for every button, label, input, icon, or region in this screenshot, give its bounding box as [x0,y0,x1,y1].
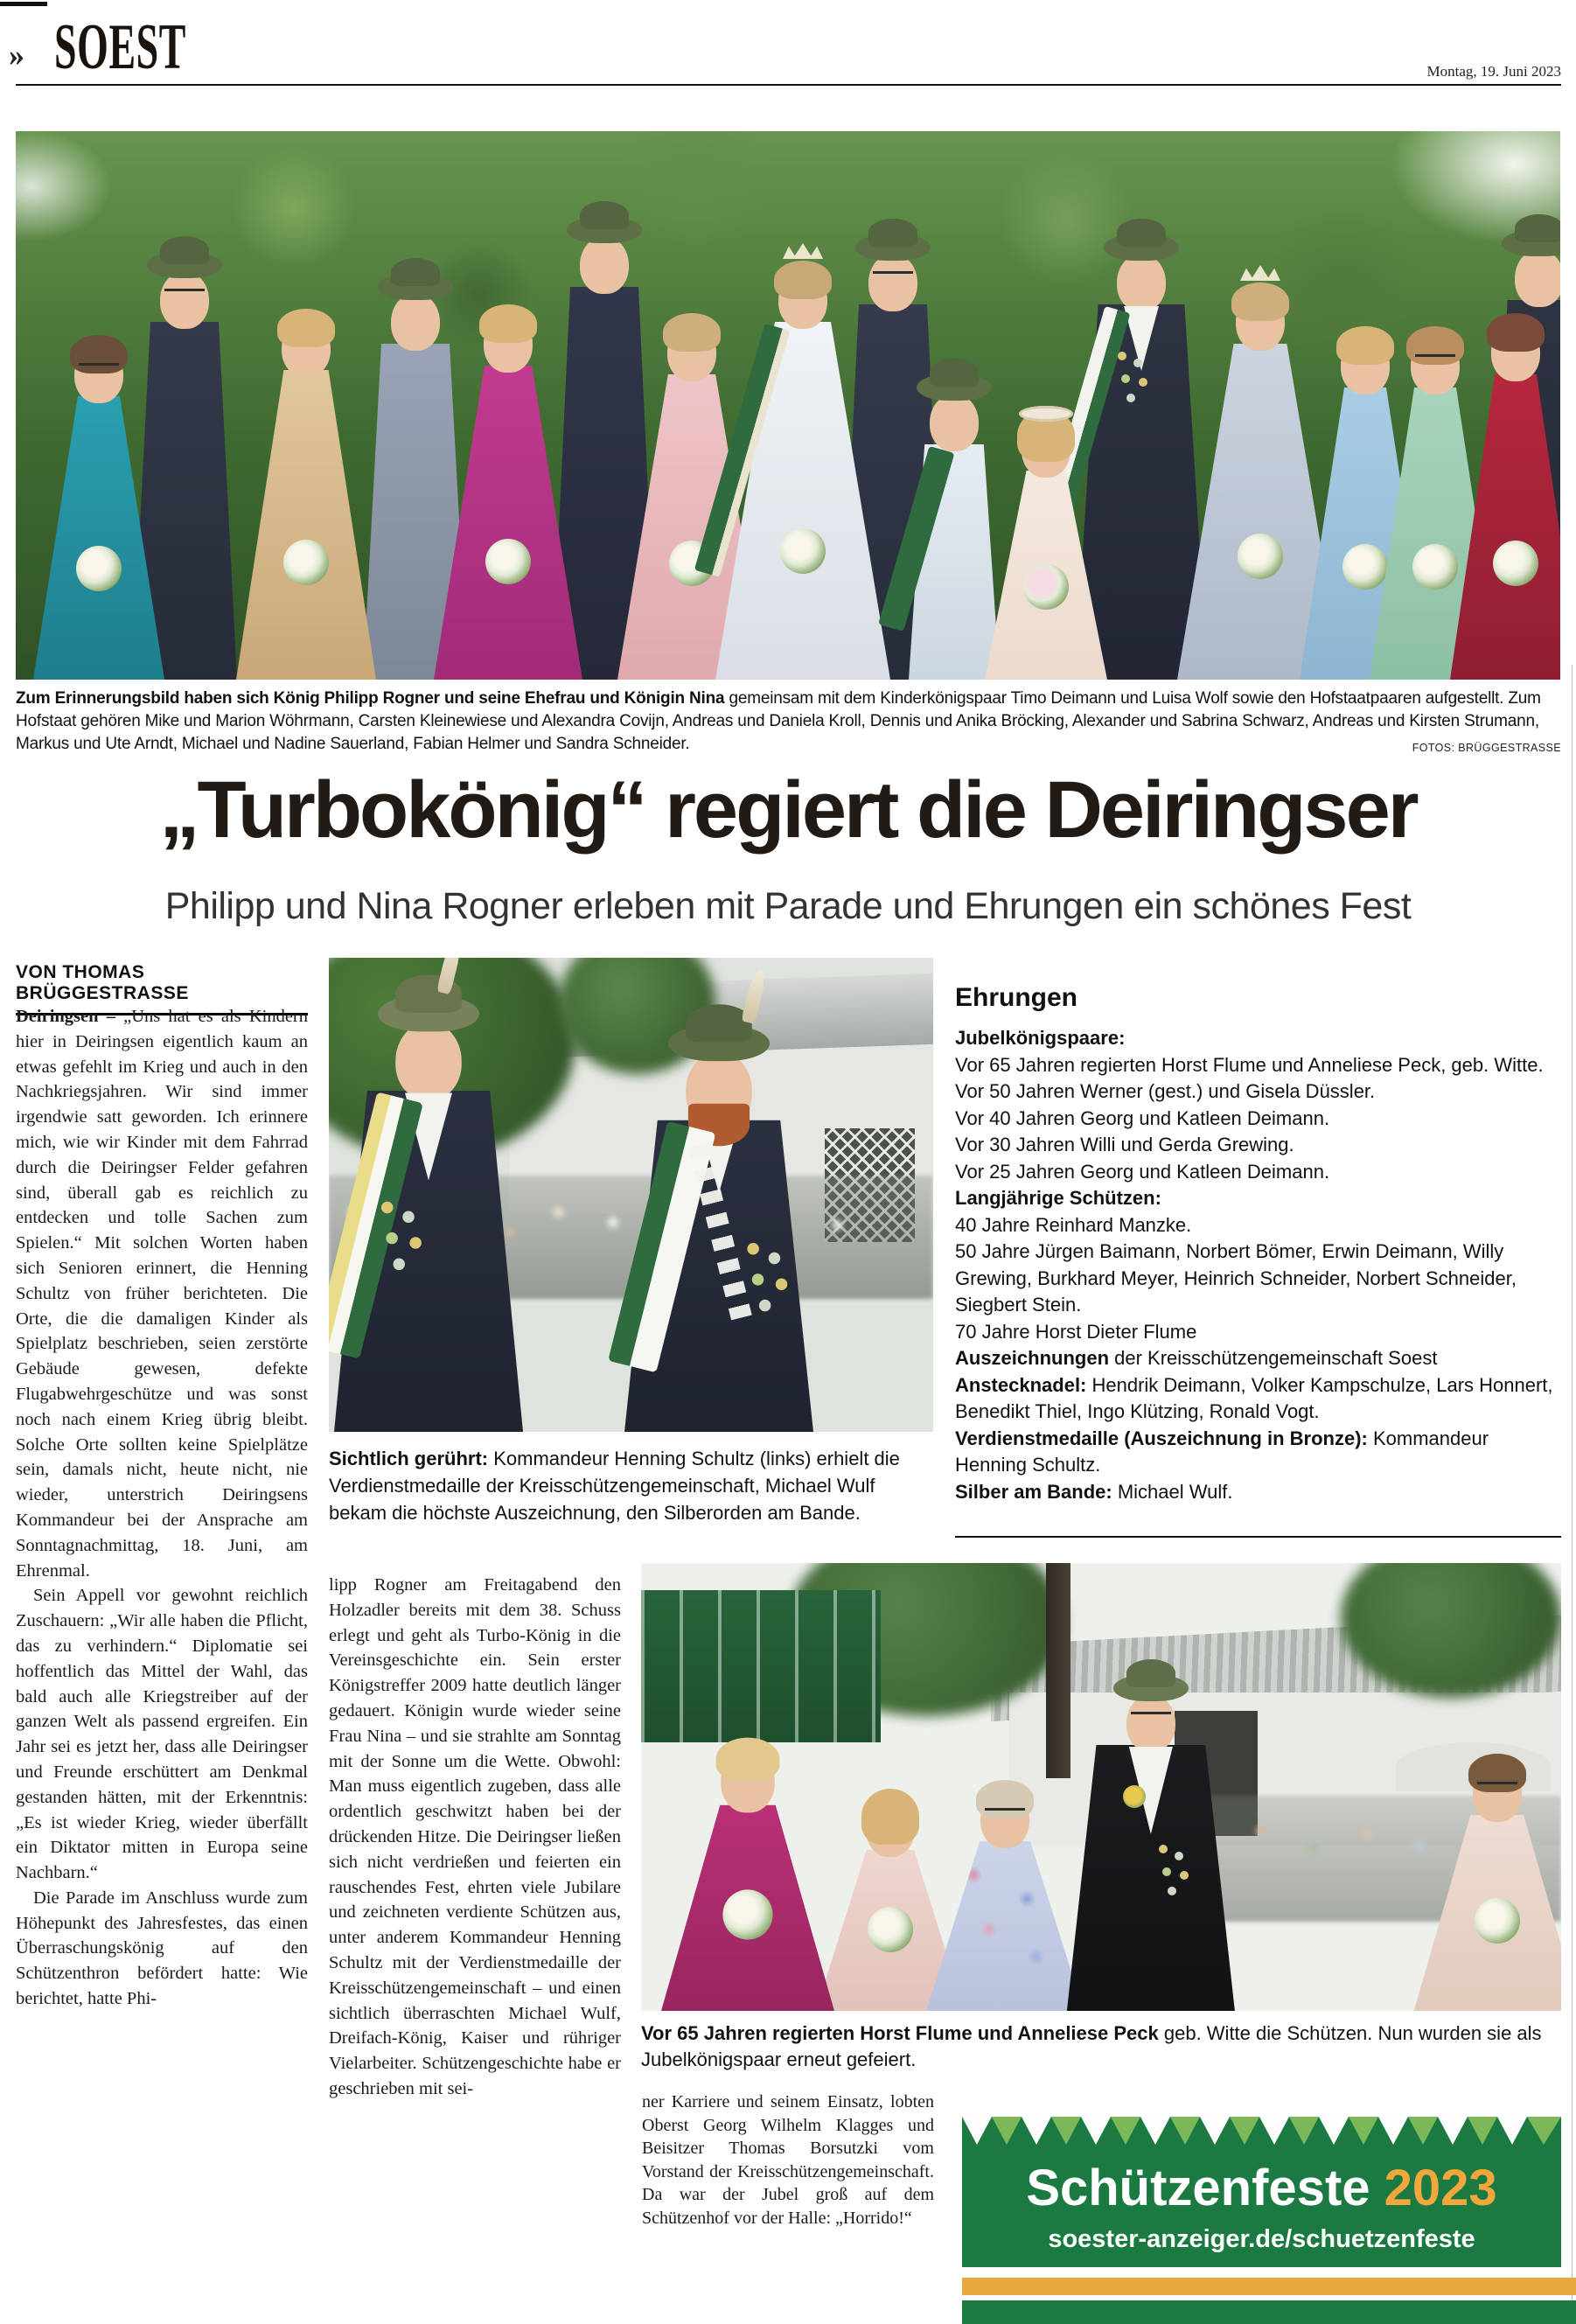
article-subheadline: Philipp und Nina Rogner erleben mit Parade und Ehrungen ein schönes Fest [164,885,1412,927]
section-divider [955,1536,1561,1538]
caption-bold-lead: Vor 65 Jahren regierten Horst Flume und Anneliese Peck [641,2022,1159,2044]
caption-text: Kommandeur Henning Schultz (links) erhielt die Verdienstmedaille der Kreisschützengemeinschaft, Michael Wulf bekam die höchste Auszeichnung, den Silberorden am Bande. [329,1448,900,1524]
dateline: Deiringsen – [16,1007,124,1026]
article-headline: „Turbokönig“ regiert die Deiringser [159,765,1417,855]
person-figure [236,286,376,680]
ehrungen-entry: 40 Jahre Reinhard Manzke. [955,1213,1192,1236]
pennant-garland-icon [962,2117,1561,2146]
ehrungen-entry: Vor 65 Jahren regierten Horst Flume und Anneliese Peck, geb. Witte. [955,1053,1544,1076]
ehrungen-entry: Verdienstmedaille (Auszeichnung in Bronze): Kommandeur Henning Schultz. [955,1427,1489,1476]
person-figure [715,238,890,680]
ehrungen-entry: Anstecknadel: Hendrik Deimann, Volker Kampschulze, Lars Honnert, Benedikt Thiel, Ingo Klützing, Ronald Vogt. [955,1373,1553,1422]
lead-group-photo [16,131,1560,680]
corner-bar [0,2,47,6]
person-figure [434,282,582,680]
jubilee-photo [641,1563,1561,2011]
ehrungen-entry: Silber am Bande: Michael Wulf. [955,1480,1233,1503]
person-figure [33,312,164,680]
header-divider [16,84,1561,86]
commanders-photo [329,958,933,1432]
schuetzenfeste-ad-banner[interactable] [962,2117,1561,2267]
person-figure [329,977,547,1432]
jubilee-photo-caption [641,2020,1561,2073]
lead-photo-caption [16,687,1561,756]
person-figure [1450,290,1560,680]
ehrungen-entry: Vor 30 Jahren Willi und Gerda Grewing. [955,1134,1294,1155]
ehrungen-entry: 70 Jahre Horst Dieter Flume [955,1320,1197,1343]
page-edge-line [1572,665,1573,2324]
ehrungen-entry: Vor 40 Jahren Georg und Katleen Deimann. [955,1106,1330,1129]
person-figure [1046,1661,1256,2011]
section-title: SOEST [54,11,187,83]
person-figure [1414,1731,1561,2011]
caption-bold-lead: Sichtlich gerührt: [329,1448,489,1469]
ehrungen-entry: Auszeichnungen der Kreisschützengemeinschaft Soest [955,1347,1438,1369]
gold-stripe [962,2278,1576,2295]
paragraph-text: Sein Appell vor gewohnt reichlich Zuschauern: „Wir alle haben die Pflicht, das zu verhindern.“ Diplomatie sei hoffentlich das Mittel der Wahl, das bald auch alle Kriegstreiber auf der ganzen Welt als passend ergreifen. Ein Jahr sei es jetzt her, dass alle Deiringser und Freunde erschüttert am Denkmal gestanden hätten, mit der Erkenntnis: „Es ist wieder Krieg, wieder überfällt ein Diktator mitten in Europa seine Nachbarn.“ [16,1586,308,1883]
article-column-1 [16,1004,308,2324]
photo-credit: FOTOS: BRÜGGESTRASSE [1412,742,1561,754]
page-date: Montag, 19. Juni 2023 [1426,63,1561,80]
paragraph-text: ner Karriere und seinem Einsatz, lobten Oberst Georg Wilhelm Klagges und Beisitzer Thomas Borsutzki vom Vorstand der Kreisschützengemeinschaft. Da war der Jubel groß auf dem Schützenhof vor der Halle: „Horrido!“ [642,2092,934,2228]
ehrungen-box [955,983,1561,1505]
section-marker-icon: » [9,38,24,73]
ehrungen-entry: Jubelkönigspaare: [955,1027,1126,1049]
commanders-photo-caption [329,1445,933,1526]
caption-bold-lead: Zum Erinnerungsbild haben sich König Philipp Rogner und seine Ehefrau und Königin Nina [16,689,725,708]
ehrungen-entry: 50 Jahre Jürgen Baimann, Norbert Bömer, Erwin Deimann, Willy Grewing, Burkhard Meyer, Heinrich Schneider, Norbert Schneider, Siegbert Stein. [955,1240,1517,1316]
paragraph-text: „Uns hat es als Kindern hier in Deiringsen eigentlich kaum an etwas gefehlt im Krieg und auch in den Nachkriegsjahren. Wir sind immer irgendwie satt geworden. Ich erinnere mich, wie wir Kinder mit dem Fahrrad durch die Deiringser Felder gefahren sind, überall gab es reichlich zu entdecken und tolle Sachen zum Spielen.“ Mit solchen Worten haben sich Senioren erinnert, die Henning Schultz von früher berichteten. Die Orte, die die damaligen Kinder als Spielplatz beschrieben, seien zerstörte Gebäude gewesen, defekte Flugabwehrgeschütze und was sonst noch nach einem Krieg übrig bleibt. Solche Orte sollten keine Spielplätze sein, damals nicht, heute nicht, nie wieder, unterstrich Deiringsens Kommandeur bei der Ansprache am Sonntagnachmittag, 18. Juni, am Ehrenmal. [16,1007,308,1581]
paragraph-text: Die Parade im Anschluss wurde zum Höhepunkt des Jahresfestes, das einen Überraschungskönig auf den Schützenthron befördert hatte: Wie berichtet, hatte Phi- [16,1888,308,2009]
ehrungen-title: Ehrungen [955,983,1077,1012]
banner-title: Schützenfeste 2023 [1026,2160,1497,2216]
article-byline: VON THOMAS BRÜGGESTRASSE [16,962,308,1015]
caption-text: gemeinsam mit dem Kinderkönigspaar Timo Deimann und Luisa Wolf sowie den Hofstaatpaaren aufgestellt. Zum Hofstaat gehören Mike und Marion Wöhrmann, Carsten Kleinewiese und Alexandra Covijn, Andreas und Daniela Kroll, Dennis und Anika Bröcking, Alexander und Sabrina Schwarz, Andreas und Kirsten Strumann, Markus und Ute Arndt, Michael und Nadine Sauerland, Fabian Helmer und Sandra Schneider. [16,689,1541,753]
article-column-3 [642,2090,934,2324]
banner-url[interactable]: soester-anzeiger.de/schuetzenfeste [1048,2225,1475,2253]
ehrungen-entry: Langjährige Schützen: [955,1187,1161,1209]
person-figure [985,387,1107,680]
caption-text: geb. Witte die Schützen. Nun wurden sie als Jubelkönigspaar erneut gefeiert. [641,2022,1542,2070]
paragraph-text: lipp Rogner am Freitagabend den Holzadler bereits mit dem 38. Schuss erlegt und geht als Turbo-König in die Vereinsgeschichte ein. Sein erster Königstreffer 2009 hatte deutlich länger gedauert. Königin wurde wieder seine Frau Nina – und sie strahlte am Sonntag mit der Sonne um die Wette. Obwohl: Man muss eigentlich zugeben, dass alle ordentlich geschwitzt haben bei der drückenden Hitze. Die Deiringser ließen sich nicht verdrießen und feierten ein rauschendes Fest, ehrten viele Jubilare und zeichneten verdiente Schützen aus, unter anderem Kommandeur Henning Schultz mit der Verdienstmedaille der Kreisschützengemeinschaft – und einen sichtlich überraschten Michael Wulf, Dreifach-König, Kaiser und rühriger Vielarbeiter. Schützengeschichte habe er geschrieben mit sei- [329,1575,621,2098]
ehrungen-entry: Vor 25 Jahren Georg und Katleen Deimann. [955,1160,1330,1183]
article-column-2 [329,1573,621,2324]
banner-year: 2023 [1384,2160,1497,2216]
person-figure [601,1007,837,1432]
person-figure [661,1713,834,2011]
green-stripe [962,2300,1576,2324]
ehrungen-entry: Vor 50 Jahren Werner (gest.) und Gisela Düssler. [955,1080,1376,1102]
